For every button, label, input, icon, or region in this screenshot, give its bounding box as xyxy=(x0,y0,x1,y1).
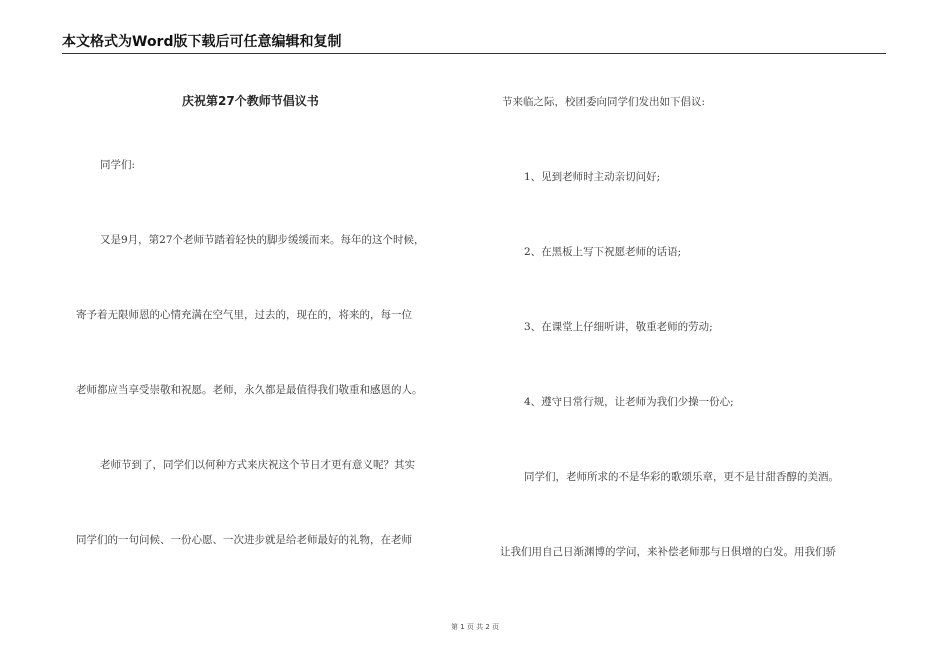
left-paragraph-line: 又是9月，第27个老师节踏着轻快的脚步缓缓而来。每年的这个时候， xyxy=(100,234,425,246)
left-paragraph-line: 同学们: xyxy=(100,159,136,171)
right-paragraph-line: 让我们用自己日渐渊博的学问，来补偿老师那与日俱增的白发。用我们骄 xyxy=(500,546,836,558)
document-header: 本文格式为Word版下载后可任意编辑和复制 xyxy=(62,34,342,50)
document-title: 庆祝第27个教师节倡议书 xyxy=(182,94,319,108)
right-list-item: 3、在课堂上仔细听讲，敬重老师的劳动; xyxy=(524,321,713,333)
right-paragraph-line: 同学们，老师所求的不是华彩的歌颂乐章，更不是甘甜香醇的美酒。 xyxy=(524,471,839,483)
right-list-item: 4、遵守日常行规，让老师为我们少操一份心; xyxy=(524,396,734,408)
right-list-item: 1、见到老师时主动亲切问好; xyxy=(524,171,661,183)
right-paragraph-line: 节来临之际，校团委向同学们发出如下倡议: xyxy=(502,96,706,108)
header-rule xyxy=(62,53,886,54)
left-paragraph-line: 老师节到了，同学们以何种方式来庆祝这个节日才更有意义呢？其实 xyxy=(100,459,415,471)
left-paragraph-line: 老师都应当享受崇敬和祝愿。老师，永久都是最值得我们敬重和感恩的人。 xyxy=(76,384,423,396)
page-number: 第 1 页 共 2 页 xyxy=(450,623,500,631)
left-paragraph-line: 同学们的一句问候、一份心愿、一次进步就是给老师最好的礼物，在老师 xyxy=(76,534,412,546)
right-list-item: 2、在黑板上写下祝愿老师的话语; xyxy=(524,246,682,258)
left-paragraph-line: 寄予着无限师恩的心情充满在空气里，过去的，现在的，将来的，每一位 xyxy=(76,309,412,321)
